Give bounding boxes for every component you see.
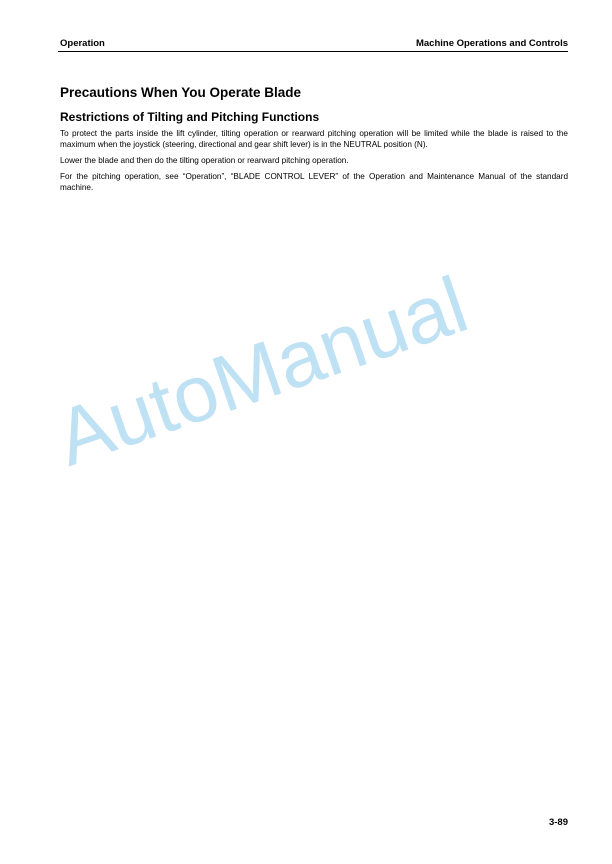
paragraph: To protect the parts inside the lift cylinder, tilting operation or rearward pitching operation will be limited while the blade is raised to the maximum when the joystick (steering, directional and gear shift lever) is in the NEUTRAL position (N). (60, 129, 568, 149)
page-number: 3-89 (548, 817, 568, 828)
header-chapter-label: Machine Operations and Controls (415, 38, 568, 49)
watermark: AutoManual (45, 259, 479, 483)
paragraph: Lower the blade and then do the tilting operation or rearward pitching operation. (60, 156, 349, 165)
header-section-label: Operation (60, 38, 105, 49)
paragraph: For the pitching operation, see “Operation”, “BLADE CONTROL LEVER” of the Operation and Maintenance Manual of the standard machine. (60, 172, 568, 192)
section-title: Precautions When You Operate Blade (60, 85, 302, 100)
page-header (58, 37, 568, 52)
subsection-title: Restrictions of Tilting and Pitching Functions (60, 110, 320, 124)
body-text (60, 128, 568, 198)
